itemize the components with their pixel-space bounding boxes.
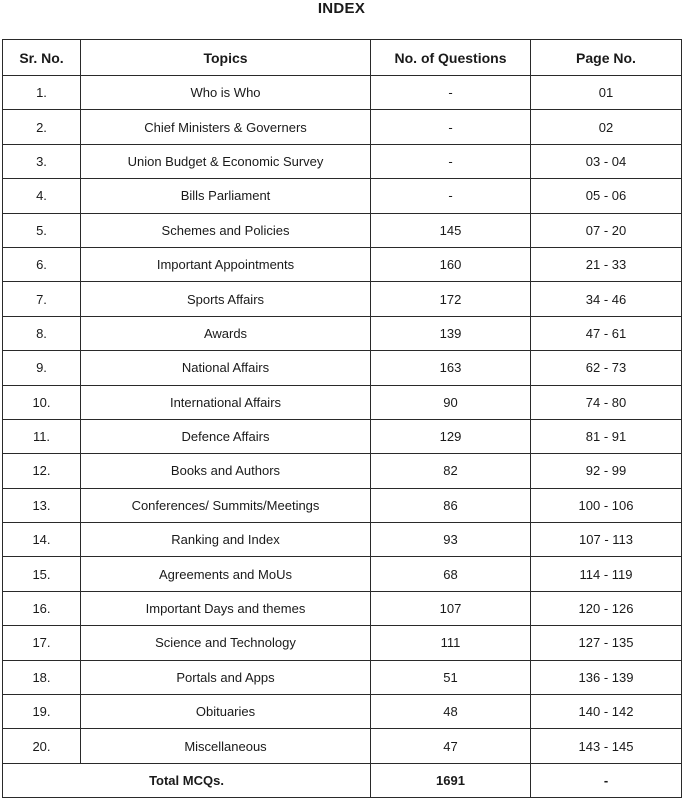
column-header-questions: No. of Questions (371, 40, 531, 76)
table-row (3, 626, 682, 660)
table-footer (3, 763, 682, 797)
table-row (3, 316, 682, 350)
cell-questions: 172 (371, 282, 531, 316)
table-row (3, 110, 682, 144)
cell-sr-no: 9. (3, 351, 81, 385)
table-row (3, 282, 682, 316)
cell-page-no: 100 - 106 (531, 488, 682, 522)
total-page: - (531, 763, 682, 797)
table-row (3, 213, 682, 247)
cell-page-no: 136 - 139 (531, 660, 682, 694)
cell-questions: 48 (371, 695, 531, 729)
table-row (3, 76, 682, 110)
cell-topic: International Affairs (81, 385, 371, 419)
table-row (3, 351, 682, 385)
cell-topic: Important Days and themes (81, 591, 371, 625)
cell-questions: 129 (371, 419, 531, 453)
cell-page-no: 120 - 126 (531, 591, 682, 625)
index-table (2, 39, 682, 798)
cell-page-no: 81 - 91 (531, 419, 682, 453)
cell-page-no: 140 - 142 (531, 695, 682, 729)
cell-page-no: 114 - 119 (531, 557, 682, 591)
cell-page-no: 05 - 06 (531, 179, 682, 213)
cell-sr-no: 8. (3, 316, 81, 350)
table-header (3, 40, 682, 76)
cell-sr-no: 3. (3, 144, 81, 178)
cell-sr-no: 19. (3, 695, 81, 729)
cell-sr-no: 7. (3, 282, 81, 316)
cell-sr-no: 12. (3, 454, 81, 488)
cell-sr-no: 6. (3, 247, 81, 281)
table-row (3, 557, 682, 591)
cell-questions: - (371, 110, 531, 144)
cell-page-no: 92 - 99 (531, 454, 682, 488)
cell-topic: Ranking and Index (81, 523, 371, 557)
total-label: Total MCQs. (3, 763, 371, 797)
table-row (3, 660, 682, 694)
cell-page-no: 02 (531, 110, 682, 144)
cell-topic: Schemes and Policies (81, 213, 371, 247)
cell-topic: Chief Ministers & Governers (81, 110, 371, 144)
table-row (3, 591, 682, 625)
cell-topic: Sports Affairs (81, 282, 371, 316)
cell-topic: Defence Affairs (81, 419, 371, 453)
cell-page-no: 127 - 135 (531, 626, 682, 660)
cell-topic: Important Appointments (81, 247, 371, 281)
cell-topic: Portals and Apps (81, 660, 371, 694)
cell-sr-no: 10. (3, 385, 81, 419)
cell-topic: National Affairs (81, 351, 371, 385)
cell-questions: 111 (371, 626, 531, 660)
page-title: INDEX (317, 0, 366, 17)
total-row (3, 763, 682, 797)
cell-topic: Miscellaneous (81, 729, 371, 763)
cell-questions: - (371, 76, 531, 110)
cell-questions: 47 (371, 729, 531, 763)
column-header-topics: Topics (81, 40, 371, 76)
cell-page-no: 47 - 61 (531, 316, 682, 350)
table-row (3, 419, 682, 453)
cell-questions: 139 (371, 316, 531, 350)
cell-sr-no: 4. (3, 179, 81, 213)
cell-sr-no: 20. (3, 729, 81, 763)
cell-topic: Conferences/ Summits/Meetings (81, 488, 371, 522)
table-row (3, 385, 682, 419)
cell-sr-no: 11. (3, 419, 81, 453)
cell-questions: 51 (371, 660, 531, 694)
cell-topic: Awards (81, 316, 371, 350)
header-row (3, 40, 682, 76)
cell-sr-no: 13. (3, 488, 81, 522)
cell-questions: 93 (371, 523, 531, 557)
cell-topic: Bills Parliament (81, 179, 371, 213)
cell-topic: Agreements and MoUs (81, 557, 371, 591)
table-row (3, 488, 682, 522)
cell-questions: 82 (371, 454, 531, 488)
cell-sr-no: 2. (3, 110, 81, 144)
cell-questions: 160 (371, 247, 531, 281)
cell-sr-no: 15. (3, 557, 81, 591)
column-header-page-no: Page No. (531, 40, 682, 76)
cell-sr-no: 17. (3, 626, 81, 660)
cell-questions: 107 (371, 591, 531, 625)
cell-page-no: 21 - 33 (531, 247, 682, 281)
total-questions: 1691 (371, 763, 531, 797)
cell-questions: 68 (371, 557, 531, 591)
table-row (3, 454, 682, 488)
cell-page-no: 62 - 73 (531, 351, 682, 385)
cell-sr-no: 16. (3, 591, 81, 625)
cell-sr-no: 1. (3, 76, 81, 110)
cell-topic: Who is Who (81, 76, 371, 110)
cell-topic: Science and Technology (81, 626, 371, 660)
table-row (3, 523, 682, 557)
cell-questions: 163 (371, 351, 531, 385)
cell-page-no: 34 - 46 (531, 282, 682, 316)
cell-sr-no: 14. (3, 523, 81, 557)
cell-page-no: 01 (531, 76, 682, 110)
cell-questions: 145 (371, 213, 531, 247)
table-row (3, 247, 682, 281)
cell-sr-no: 5. (3, 213, 81, 247)
table-row (3, 729, 682, 763)
cell-questions: 86 (371, 488, 531, 522)
cell-topic: Obituaries (81, 695, 371, 729)
cell-page-no: 143 - 145 (531, 729, 682, 763)
cell-page-no: 03 - 04 (531, 144, 682, 178)
cell-page-no: 07 - 20 (531, 213, 682, 247)
cell-page-no: 107 - 113 (531, 523, 682, 557)
cell-sr-no: 18. (3, 660, 81, 694)
table-body (3, 76, 682, 764)
column-header-sr-no: Sr. No. (3, 40, 81, 76)
cell-topic: Books and Authors (81, 454, 371, 488)
table-row (3, 144, 682, 178)
table-row (3, 179, 682, 213)
cell-page-no: 74 - 80 (531, 385, 682, 419)
cell-questions: 90 (371, 385, 531, 419)
cell-topic: Union Budget & Economic Survey (81, 144, 371, 178)
cell-questions: - (371, 179, 531, 213)
table-row (3, 695, 682, 729)
cell-questions: - (371, 144, 531, 178)
